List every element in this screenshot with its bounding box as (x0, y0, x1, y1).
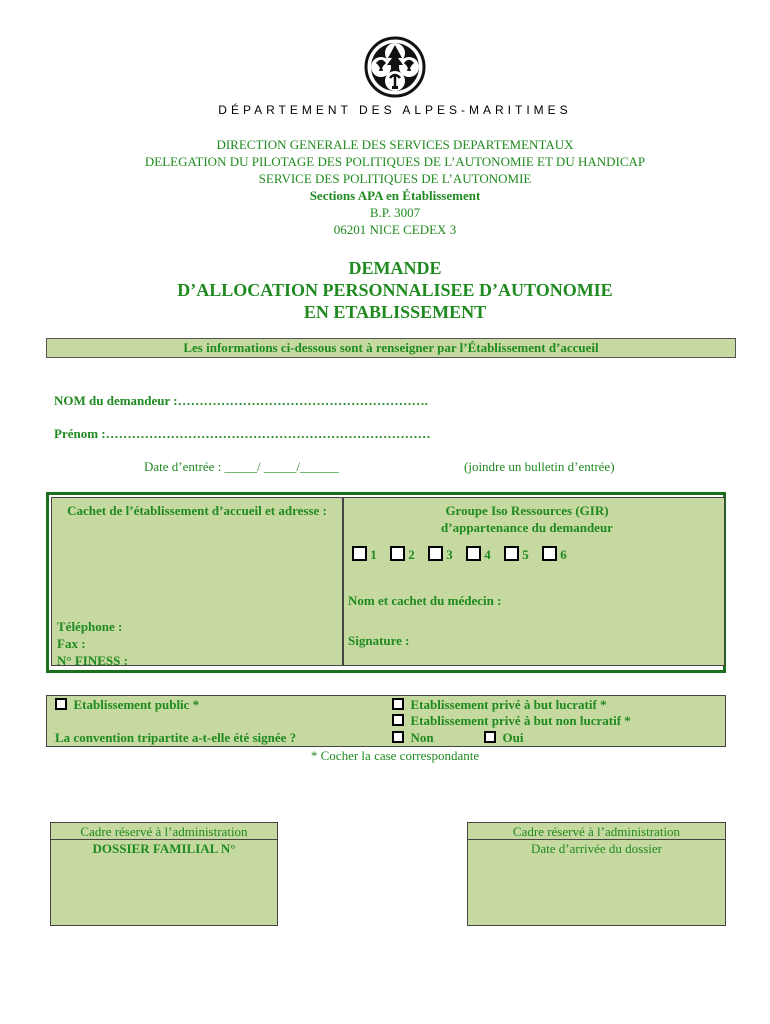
prive-non-lucratif-option (392, 713, 631, 729)
convention-non-label: Non (410, 730, 434, 745)
gir-4-checkbox[interactable] (466, 546, 481, 561)
convention-question: La convention tripartite a-t-elle été signée ? (55, 730, 297, 745)
title-line-3: EN ETABLISSEMENT (303, 302, 487, 322)
form-title (0, 257, 770, 323)
admin-box-left (50, 822, 278, 926)
gir-2-checkbox[interactable] (390, 546, 405, 561)
gir-4-label: 4 (484, 547, 491, 562)
address-line-2: DELEGATION DU PILOTAGE DES POLITIQUES DE L’AUTONOMIE ET DU HANDICAP (144, 154, 646, 169)
convention-oui-checkbox[interactable] (484, 731, 496, 743)
public-checkbox[interactable] (55, 698, 67, 710)
checkbox-note: * Cocher la case correspondante (310, 748, 480, 763)
gir-3-checkbox[interactable] (428, 546, 443, 561)
postal-box: B.P. 3007 (369, 205, 421, 220)
prive-lucratif-option (392, 697, 607, 713)
gir-6-label: 6 (560, 547, 567, 562)
prive-non-lucratif-label: Etablissement privé à but non lucratif * (410, 713, 631, 728)
gir-1-checkbox[interactable] (352, 546, 367, 561)
contact-block (57, 618, 128, 669)
admin-left-header: Cadre réservé à l’administration (51, 823, 277, 840)
department-logo (357, 36, 433, 98)
gir-2-label: 2 (408, 547, 415, 562)
address-line-3: SERVICE DES POLITIQUES DE L’AUTONOMIE (258, 171, 532, 186)
convention-non-checkbox[interactable] (392, 731, 404, 743)
title-line-2: D’ALLOCATION PERSONNALISEE D’AUTONOMIE (177, 280, 613, 300)
cachet-box (51, 497, 343, 666)
admin-box-right (467, 822, 726, 926)
telephone-label: Téléphone : (57, 619, 123, 634)
gir-options (352, 546, 567, 563)
gir-1-label: 1 (370, 547, 377, 562)
title-line-1: DEMANDE (348, 258, 442, 278)
etablissement-type-box (46, 695, 726, 747)
gir-3-label: 3 (446, 547, 453, 562)
gir-5-checkbox[interactable] (504, 546, 519, 561)
address-line-1: DIRECTION GENERALE DES SERVICES DEPARTEMENTAUX (216, 137, 574, 152)
public-label: Etablissement public * (73, 697, 200, 712)
date-entree-field[interactable]: Date d’entrée : _____/ _____/______ (144, 459, 339, 474)
gir-6-checkbox[interactable] (542, 546, 557, 561)
cachet-title: Cachet de l’établissement d’accueil et adresse : (67, 503, 327, 518)
gir-5-label: 5 (522, 547, 529, 562)
section-name: Sections APA en Établissement (309, 188, 481, 203)
address-block (0, 136, 770, 238)
gir-title-line-2: d’appartenance du demandeur (441, 520, 613, 535)
prive-lucratif-checkbox[interactable] (392, 698, 404, 710)
info-banner: Les informations ci-dessous sont à renseigner par l’Établissement d’accueil (46, 338, 736, 358)
prenom-field[interactable]: Prénom :………………………………………………………………… (54, 426, 431, 441)
finess-label: N° FINESS : (57, 653, 128, 668)
gir-box (343, 497, 725, 666)
bulletin-note: (joindre un bulletin d’entrée) (464, 459, 615, 474)
public-option (55, 697, 199, 713)
nom-field[interactable]: NOM du demandeur :…………………………………………………. (54, 393, 428, 408)
medecin-label: Nom et cachet du médecin : (348, 593, 502, 608)
establishment-box (46, 492, 726, 673)
dossier-familial-label: DOSSIER FAMILIAL N° (92, 841, 236, 856)
convention-oui-label: Oui (502, 730, 524, 745)
signature-label: Signature : (348, 633, 410, 648)
convention-oui-option (484, 730, 523, 746)
fax-label: Fax : (57, 636, 86, 651)
department-name: DÉPARTEMENT DES ALPES-MARITIMES (218, 103, 572, 117)
date-arrivee-label: Date d’arrivée du dossier (530, 841, 663, 856)
gir-title-line-1: Groupe Iso Ressources (GIR) (445, 503, 609, 518)
prive-lucratif-label: Etablissement privé à but lucratif * (410, 697, 607, 712)
admin-right-header: Cadre réservé à l’administration (468, 823, 725, 840)
convention-non-option (392, 730, 434, 746)
prive-non-lucratif-checkbox[interactable] (392, 714, 404, 726)
gir-title (344, 502, 680, 536)
postal-city: 06201 NICE CEDEX 3 (333, 222, 457, 237)
